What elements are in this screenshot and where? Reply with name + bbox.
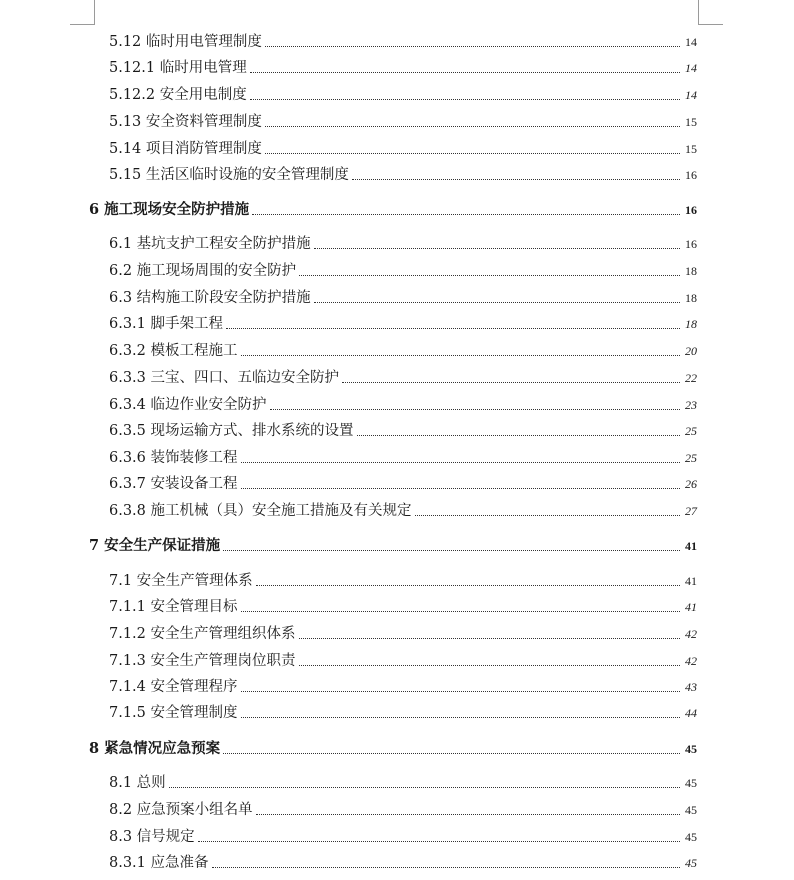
toc-page-number: 15 [685, 115, 697, 129]
toc-entry-title: 8.2 应急预案小组名单 [109, 802, 253, 818]
toc-entry[interactable] [109, 288, 697, 308]
toc-entry-title: 8.3.1 应急准备 [109, 855, 209, 871]
toc-page-number: 27 [685, 504, 697, 518]
toc-entry[interactable] [109, 368, 697, 388]
toc-entry-title: 6.3.8 施工机械（具）安全施工措施及有关规定 [109, 503, 412, 519]
toc-entry[interactable] [109, 421, 697, 441]
toc-entry-title: 6.2 施工现场周围的安全防护 [109, 263, 297, 279]
dot-leader [226, 328, 680, 329]
toc-entry[interactable] [109, 112, 697, 132]
dot-leader [241, 355, 680, 356]
toc-entry-title: 5.15 生活区临时设施的安全管理制度 [109, 167, 349, 183]
toc-entry-title: 6.1 基坑支护工程安全防护措施 [109, 236, 311, 252]
toc-entry[interactable] [109, 261, 697, 281]
toc-chapter-entry[interactable] [89, 739, 697, 759]
toc-page-number: 41 [685, 539, 697, 553]
toc-entry[interactable] [109, 597, 697, 617]
toc-entry-title: 5.12 临时用电管理制度 [109, 34, 262, 50]
dot-leader [299, 275, 680, 276]
dot-leader [241, 717, 680, 718]
toc-entry-title: 6.3.1 脚手架工程 [109, 316, 224, 332]
toc-entry-title: 6.3.2 模板工程施工 [109, 343, 238, 359]
dot-leader [241, 611, 680, 612]
toc-page-number: 42 [685, 627, 697, 641]
toc-page-number: 22 [685, 371, 697, 385]
toc-entry[interactable] [109, 827, 697, 847]
toc-page-number: 25 [685, 424, 697, 438]
toc-entry[interactable] [109, 58, 697, 78]
toc-entry-title: 5.12.2 安全用电制度 [109, 87, 247, 103]
dot-leader [299, 665, 680, 666]
dot-leader [357, 435, 680, 436]
dot-leader [212, 867, 680, 868]
toc-page-number: 45 [685, 830, 697, 844]
toc-entry[interactable] [109, 85, 697, 105]
dot-leader [198, 841, 680, 842]
toc-entry[interactable] [109, 501, 697, 521]
toc-entry[interactable] [109, 448, 697, 468]
toc-entry[interactable] [109, 703, 697, 723]
toc-entry[interactable] [109, 800, 697, 820]
dot-leader [265, 126, 680, 127]
toc-entry[interactable] [109, 853, 697, 873]
toc-chapter-entry[interactable] [89, 200, 697, 220]
toc-page-number: 44 [685, 706, 697, 720]
toc-page-number: 16 [685, 237, 697, 251]
toc-entry-title: 7 安全生产保证措施 [89, 537, 221, 554]
dot-leader [352, 179, 680, 180]
toc-entry[interactable] [109, 571, 697, 591]
toc-chapter-entry[interactable] [89, 536, 697, 556]
toc-entry[interactable] [109, 773, 697, 793]
dot-leader [342, 382, 680, 383]
toc-entry[interactable] [109, 314, 697, 334]
toc-entry-title: 7.1.3 安全生产管理岗位职责 [109, 653, 296, 669]
dot-leader [314, 248, 680, 249]
dot-leader [265, 153, 680, 154]
toc-page-number: 25 [685, 451, 697, 465]
toc-entry-title: 6.3.6 装饰装修工程 [109, 450, 238, 466]
toc-entry-title: 6.3.5 现场运输方式、排水系统的设置 [109, 423, 354, 439]
dot-leader [169, 787, 680, 788]
toc-entry-title: 7.1.2 安全生产管理组织体系 [109, 626, 296, 642]
toc-entry-title: 8 紧急情况应急预案 [89, 740, 221, 757]
toc-page-number: 41 [685, 574, 697, 588]
dot-leader [241, 691, 680, 692]
dot-leader [250, 72, 680, 73]
dot-leader [270, 409, 680, 410]
toc-entry[interactable] [109, 341, 697, 361]
dot-leader [299, 638, 680, 639]
toc-entry[interactable] [109, 474, 697, 494]
toc-entry[interactable] [109, 677, 697, 697]
toc-entry[interactable] [109, 234, 697, 254]
toc-entry[interactable] [109, 165, 697, 185]
dot-leader [241, 462, 680, 463]
toc-entry-title: 5.14 项目消防管理制度 [109, 141, 262, 157]
toc-page-number: 42 [685, 654, 697, 668]
toc-entry-title: 8.1 总则 [109, 775, 166, 791]
toc-entry-title: 5.13 安全资料管理制度 [109, 114, 262, 130]
toc-page-number: 41 [685, 600, 697, 614]
toc-page-number: 16 [685, 203, 697, 217]
toc-page-number: 18 [685, 291, 697, 305]
toc-entry-title: 7.1 安全生产管理体系 [109, 573, 253, 589]
toc-entry-title: 6.3.3 三宝、四口、五临边安全防护 [109, 370, 340, 386]
toc-entry[interactable] [109, 624, 697, 644]
toc-page-number: 45 [685, 803, 697, 817]
toc-entry-title: 6.3.4 临边作业安全防护 [109, 397, 267, 413]
toc-entry-title: 7.1.4 安全管理程序 [109, 679, 238, 695]
toc-page-number: 20 [685, 344, 697, 358]
dot-leader [250, 99, 680, 100]
toc-entry-title: 6.3.7 安装设备工程 [109, 476, 238, 492]
dot-leader [265, 46, 680, 47]
toc-entry[interactable] [109, 32, 697, 52]
toc-page-number: 45 [685, 776, 697, 790]
toc-entry[interactable] [109, 139, 697, 159]
toc-page-number: 45 [685, 742, 697, 756]
toc-page-number: 14 [685, 88, 697, 102]
dot-leader [252, 214, 680, 215]
toc-entry-title: 8.3 信号规定 [109, 829, 195, 845]
toc-page-number: 18 [685, 264, 697, 278]
toc-entry-title: 5.12.1 临时用电管理 [109, 60, 247, 76]
toc-page-number: 16 [685, 168, 697, 182]
dot-leader [223, 753, 680, 754]
toc-page-number: 18 [685, 317, 697, 331]
toc-entry-title: 6 施工现场安全防护措施 [89, 201, 250, 218]
toc-page-number: 15 [685, 142, 697, 156]
toc-page-number: 23 [685, 398, 697, 412]
toc-page-number: 26 [685, 477, 697, 491]
toc-entry-title: 7.1.1 安全管理目标 [109, 599, 238, 615]
toc-page-number: 45 [685, 856, 697, 870]
dot-leader [314, 302, 680, 303]
dot-leader [241, 488, 680, 489]
toc-entry[interactable] [109, 651, 697, 671]
toc-entry-title: 7.1.5 安全管理制度 [109, 705, 238, 721]
dot-leader [223, 550, 680, 551]
dot-leader [256, 585, 680, 586]
toc-entry-title: 6.3 结构施工阶段安全防护措施 [109, 290, 311, 306]
toc-page-number: 14 [685, 61, 697, 75]
toc-page-number: 14 [685, 35, 697, 49]
toc-entry[interactable] [109, 395, 697, 415]
dot-leader [256, 814, 680, 815]
dot-leader [415, 515, 680, 516]
toc-page-number: 43 [685, 680, 697, 694]
